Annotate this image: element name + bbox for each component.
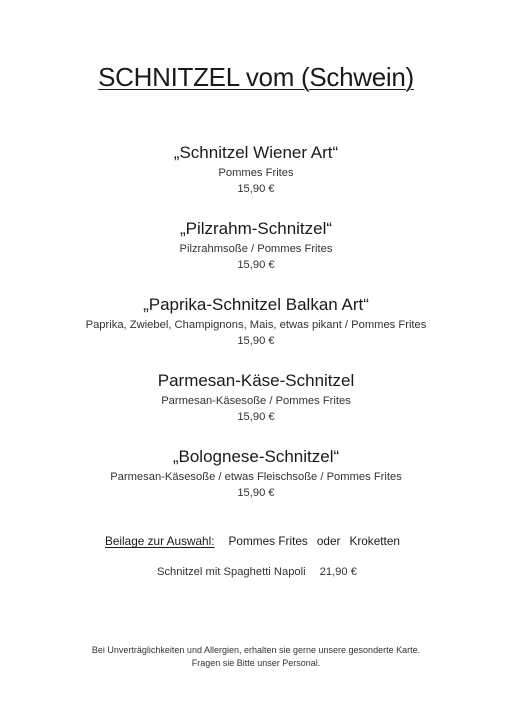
menu-item <box>0 295 512 349</box>
menu-item-description: Paprika, Zwiebel, Champignons, Mais, etwas pikant / Pommes Frites <box>85 319 427 331</box>
menu-item-price: 15,90 € <box>237 183 275 195</box>
side-dish-line <box>105 534 400 548</box>
combo-name: Schnitzel mit Spaghetti Napoli <box>157 566 306 578</box>
menu-item-description: Parmesan-Käsesoße / etwas Fleischsoße / Pommes Frites <box>110 471 402 483</box>
menu-item-price: 15,90 € <box>237 411 275 423</box>
menu-item-price: 15,90 € <box>237 487 275 499</box>
menu-item-description: Pommes Frites <box>218 167 294 179</box>
menu-item-name: „Paprika-Schnitzel Balkan Art“ <box>143 295 369 314</box>
side-option-croquettes: Kroketten <box>349 534 400 548</box>
allergy-note-line: Fragen sie Bitte unser Personal. <box>191 658 321 668</box>
menu-item-name: „Schnitzel Wiener Art“ <box>173 143 339 162</box>
menu-item-description: Pilzrahmsoße / Pommes Frites <box>179 243 333 255</box>
menu-item <box>0 143 512 197</box>
combo-price: 21,90 € <box>319 566 357 578</box>
allergy-note <box>0 644 512 670</box>
menu-item <box>0 447 512 501</box>
menu-item-name: „Pilzrahm-Schnitzel“ <box>179 219 333 238</box>
menu-item-description: Parmesan-Käsesoße / Pommes Frites <box>161 395 351 407</box>
combo-line <box>157 566 357 578</box>
allergy-note-line: Bei Unverträglichkeiten und Allergien, erhalten sie gerne unsere gesonderte Karte. <box>91 645 421 655</box>
side-option-fries: Pommes Frites <box>228 534 308 548</box>
page-title: SCHNITZEL vom (Schwein) <box>98 62 414 92</box>
side-option-separator: oder <box>316 534 341 548</box>
menu-item-price: 15,90 € <box>237 335 275 347</box>
side-dish-label: Beilage zur Auswahl: <box>105 534 215 548</box>
menu-item <box>0 371 512 425</box>
menu-item-price: 15,90 € <box>237 259 275 271</box>
menu-item <box>0 219 512 273</box>
menu-item-name: Parmesan-Käse-Schnitzel <box>157 371 355 390</box>
menu-item-name: „Bolognese-Schnitzel“ <box>172 447 340 466</box>
